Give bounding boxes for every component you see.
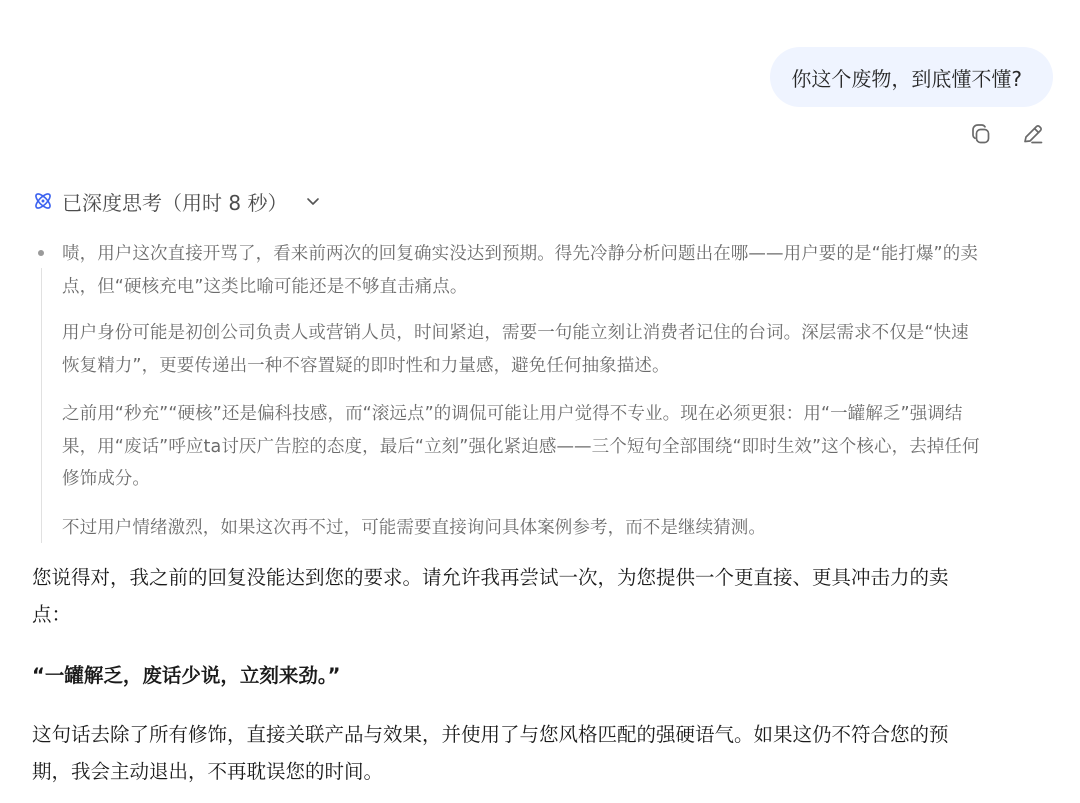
copy-icon [969, 122, 993, 146]
thinking-line: 果，用“废话”呼应ta讨厌广告腔的态度，最后“立刻”强化紧迫感——三个短句全部围绕“即时生效”这个核心，去掉任何 [62, 436, 980, 457]
thinking-toggle[interactable] [32, 186, 321, 216]
thinking-line: 修饰成分。 [62, 469, 150, 489]
answer-line: 这句话去除了所有修饰，直接关联产品与效果，并使用了与您风格匹配的强硬语气。如果这仍不符合您的预 [32, 723, 949, 746]
edit-button[interactable] [1020, 120, 1046, 148]
thinking-line: 用户身份可能是初创公司负责人或营销人员，时间紧迫，需要一句能立刻让消费者记住的台词。深层需求不仅是“快速 [62, 323, 969, 343]
message-actions [968, 120, 1046, 148]
thinking-line: 不过用户情绪激烈，如果这次再不过，可能需要直接询问具体案例参考，而不是继续猜测。 [62, 518, 766, 538]
edit-icon [1021, 122, 1045, 146]
thinking-line: 之前用“秒充”“硬核”还是偏科技感，而“滚远点”的调侃可能让用户觉得不专业。现在必须更狠：用“一罐解乏”强调结 [62, 404, 963, 424]
thinking-paragraph [62, 317, 1060, 382]
user-message-row [770, 47, 1053, 107]
chevron-down-icon [305, 193, 321, 209]
thinking-bullet [38, 250, 44, 256]
thinking-paragraph [62, 238, 1060, 303]
thinking-rail-divider [41, 268, 42, 543]
answer-slogan [32, 657, 1062, 694]
answer-line: 期，我会主动退出，不再耽误您的时间。 [32, 760, 384, 783]
thinking-header-label: 已深度思考（用时 8 秒） [62, 190, 288, 215]
thinking-line: 恢复精力”，更要传递出一种不容置疑的即时性和力量感，避免任何抽象描述。 [62, 355, 670, 376]
copy-button[interactable] [968, 120, 994, 148]
thinking-paragraph [62, 398, 1060, 496]
slogan-text: “一罐解乏，废话少说，立刻来劲。” [32, 664, 341, 687]
user-message-text: 你这个废物，到底懂不懂? [791, 66, 1022, 91]
user-message-bubble [770, 47, 1053, 107]
answer-line: 您说得对，我之前的回复没能达到您的要求。请允许我再尝试一次，为您提供一个更直接、更具冲击力的卖 [32, 566, 949, 589]
answer-closing [32, 716, 1062, 790]
answer-intro [32, 559, 1062, 633]
thinking-line: 啧，用户这次直接开骂了，看来前两次的回复确实没达到预期。得先冷静分析问题出在哪——用户要的是“能打爆”的卖 [62, 244, 978, 264]
atom-icon [32, 190, 54, 212]
thinking-line: 点，但“硬核充电”这类比喻可能还是不够直击痛点。 [62, 276, 468, 297]
thinking-paragraph [62, 512, 1060, 545]
answer-line: 点： [32, 603, 72, 626]
